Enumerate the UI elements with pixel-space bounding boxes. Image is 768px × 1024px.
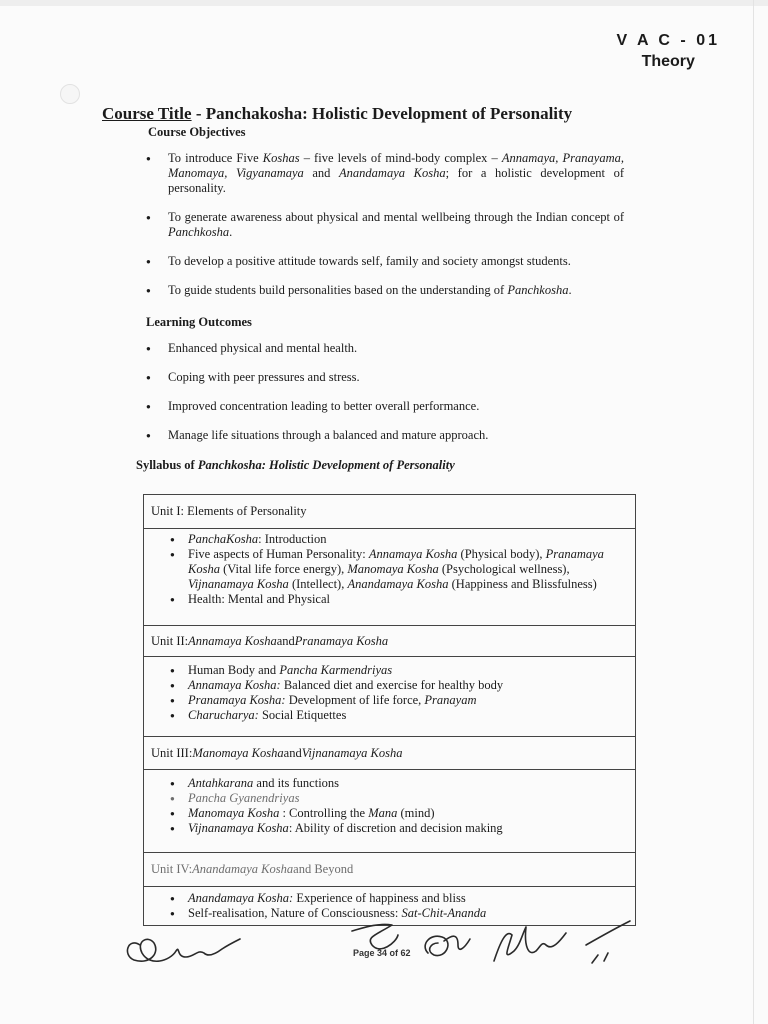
text-run: (Vital life force energy), <box>219 562 348 576</box>
topic-item <box>170 663 610 678</box>
text-run: – five levels of mind-body complex – <box>299 151 502 165</box>
text-run: . <box>568 283 572 297</box>
outcomes-heading: Learning Outcomes <box>146 315 252 329</box>
unit-1-heading <box>144 495 635 529</box>
topic-item <box>170 547 610 592</box>
italic-term: Sat-Chit-Ananda <box>401 906 487 920</box>
topic-item <box>170 891 610 906</box>
text-run: Experience of happiness and bliss <box>293 891 466 905</box>
outcome-item <box>146 428 624 443</box>
text-run: Self-realisation, Nature of Consciousness: <box>188 906 402 920</box>
text-run: and Beyond <box>293 862 354 876</box>
italic-term: Annamaya Kosha: <box>188 678 281 692</box>
signature-1 <box>127 939 240 961</box>
unit-2-topics <box>144 657 610 725</box>
topic-item <box>170 678 610 693</box>
course-title-text: Panchakosha: Holistic Development of Personality <box>205 104 573 123</box>
italic-term: Panchkosha <box>168 225 230 239</box>
page-right-edge <box>753 0 754 1024</box>
topic-item <box>170 806 610 821</box>
italic-term: Anandamaya Kosha <box>339 166 446 180</box>
text-run: (Intellect), <box>288 577 348 591</box>
text-run: and its functions <box>253 776 340 790</box>
italic-term: Antahkarana <box>188 776 254 790</box>
course-title-label: Course Title <box>102 104 192 123</box>
outcomes-list <box>146 341 624 457</box>
italic-term: Annamaya Kosha <box>368 547 458 561</box>
text-run: Improved concentration leading to better overall performance. <box>168 399 480 413</box>
italic-term: Pancha Gyanendriyas <box>188 791 300 805</box>
objectives-heading: Course Objectives <box>148 125 246 139</box>
text-run: and <box>303 166 340 180</box>
text-run: Coping with peer pressures and stress. <box>168 370 360 384</box>
text-run: Manage life situations through a balanced and mature approach. <box>168 428 489 442</box>
objective-item <box>146 151 624 196</box>
outcome-item <box>146 370 624 385</box>
topic-item <box>170 708 610 723</box>
objective-item <box>146 283 624 298</box>
text-run: (mind) <box>397 806 435 820</box>
signature-2a <box>352 924 398 948</box>
punch-hole-mark <box>60 84 80 104</box>
text-run: and <box>283 745 302 760</box>
unit-2-heading <box>144 626 635 657</box>
italic-term: Anandamaya Kosha <box>192 862 294 876</box>
italic-term: Koshas <box>262 151 300 165</box>
italic-term: Annamaya Kosha <box>188 633 277 648</box>
italic-term: Vijnanamaya Kosha <box>301 745 403 760</box>
text-run: Balanced diet and exercise for healthy body <box>280 678 504 692</box>
text-run: . <box>229 225 233 239</box>
unit-1-topics <box>144 529 610 609</box>
text-run: ; for a holistic development of personality. <box>168 166 624 195</box>
text-run: : Ability of discretion and decision making <box>288 821 503 835</box>
italic-term: Pranamaya Kosha <box>188 547 604 576</box>
syllabus-title <box>136 458 455 473</box>
outcome-item <box>146 341 624 356</box>
course-type: Theory <box>641 53 695 70</box>
italic-term: Pranamaya Kosha: <box>188 693 286 707</box>
text-run: Enhanced physical and mental health. <box>168 341 358 355</box>
italic-term: Anandamaya Kosha <box>347 577 449 591</box>
course-title-dash: - <box>191 104 206 123</box>
italic-term: Panchkosha <box>507 283 569 297</box>
topic-item <box>170 791 610 806</box>
italic-term: Pranayam <box>424 693 477 707</box>
objective-item <box>146 254 624 269</box>
unit-3-body <box>144 770 635 853</box>
italic-term: Panchkosha: Holistic Development of Personality <box>197 458 455 472</box>
page-top-edge <box>0 0 768 6</box>
text-run: To guide students build personalities based on the understanding of <box>168 283 508 297</box>
text-run: Syllabus of <box>136 458 198 472</box>
objective-item <box>146 210 624 240</box>
topic-item <box>170 821 610 836</box>
unit-3-topics <box>144 770 610 838</box>
italic-term: Pranamaya Kosha <box>294 633 389 648</box>
unit-2-body <box>144 657 635 737</box>
text-run: Unit III: <box>151 745 193 760</box>
topic-item <box>170 776 610 791</box>
italic-term: Vijnanamaya Kosha <box>188 577 289 591</box>
course-code-block <box>617 30 721 72</box>
text-run: Five aspects of Human Personality: <box>188 547 369 561</box>
page-number: Page 34 of 62 <box>353 948 411 958</box>
italic-term: Mana <box>368 806 398 820</box>
signature-3-tail <box>586 921 630 963</box>
text-run: Unit IV: <box>151 862 193 876</box>
text-run: and <box>276 633 295 648</box>
course-title <box>102 104 572 124</box>
italic-term: Anandamaya Kosha: <box>188 891 294 905</box>
text-run: : Controlling the <box>279 806 369 820</box>
objectives-list <box>146 151 624 312</box>
italic-term: Charucharya: <box>188 708 259 722</box>
topic-item <box>170 532 610 547</box>
text-run: To introduce Five <box>168 151 263 165</box>
italic-term: Manomaya Kosha <box>188 806 280 820</box>
text-run: To generate awareness about physical and mental wellbeing through the Indian concept of <box>168 210 624 224</box>
italic-term: Pancha Karmendriyas <box>279 663 393 677</box>
text-run: Unit I: Elements of Personality <box>151 504 307 518</box>
unit-4-heading <box>144 853 635 887</box>
unit-3-heading <box>144 737 635 770</box>
italic-term: Manomaya Kosha <box>347 562 439 576</box>
unit-1-body <box>144 529 635 626</box>
signature-2b <box>425 936 470 955</box>
text-run: (Happiness and Blissfulness) <box>448 577 597 591</box>
text-run: Unit II: <box>151 633 189 648</box>
text-run: (Psychological wellness), <box>438 562 570 576</box>
text-run: Health: Mental and Physical <box>188 592 330 606</box>
outcome-item <box>146 399 624 414</box>
topic-item <box>170 592 610 607</box>
text-run: To develop a positive attitude towards self, family and society amongst students. <box>168 254 571 268</box>
course-code: V A C - 01 <box>616 32 720 49</box>
italic-term: Annamaya, Pranayama, Manomaya, Vigyanamaya <box>168 151 624 180</box>
text-run: (Physical body), <box>457 547 546 561</box>
text-run: : Introduction <box>258 532 327 546</box>
syllabus-table <box>143 494 636 926</box>
italic-term: Vijnanamaya Kosha <box>188 821 289 835</box>
text-run: Development of life force, <box>285 693 425 707</box>
italic-term: Manomaya Kosha <box>192 745 284 760</box>
topic-item <box>170 693 610 708</box>
text-run: Social Etiquettes <box>258 708 347 722</box>
text-run: Human Body and <box>188 663 280 677</box>
italic-term: PanchaKosha <box>188 532 259 546</box>
signature-3 <box>494 927 566 961</box>
